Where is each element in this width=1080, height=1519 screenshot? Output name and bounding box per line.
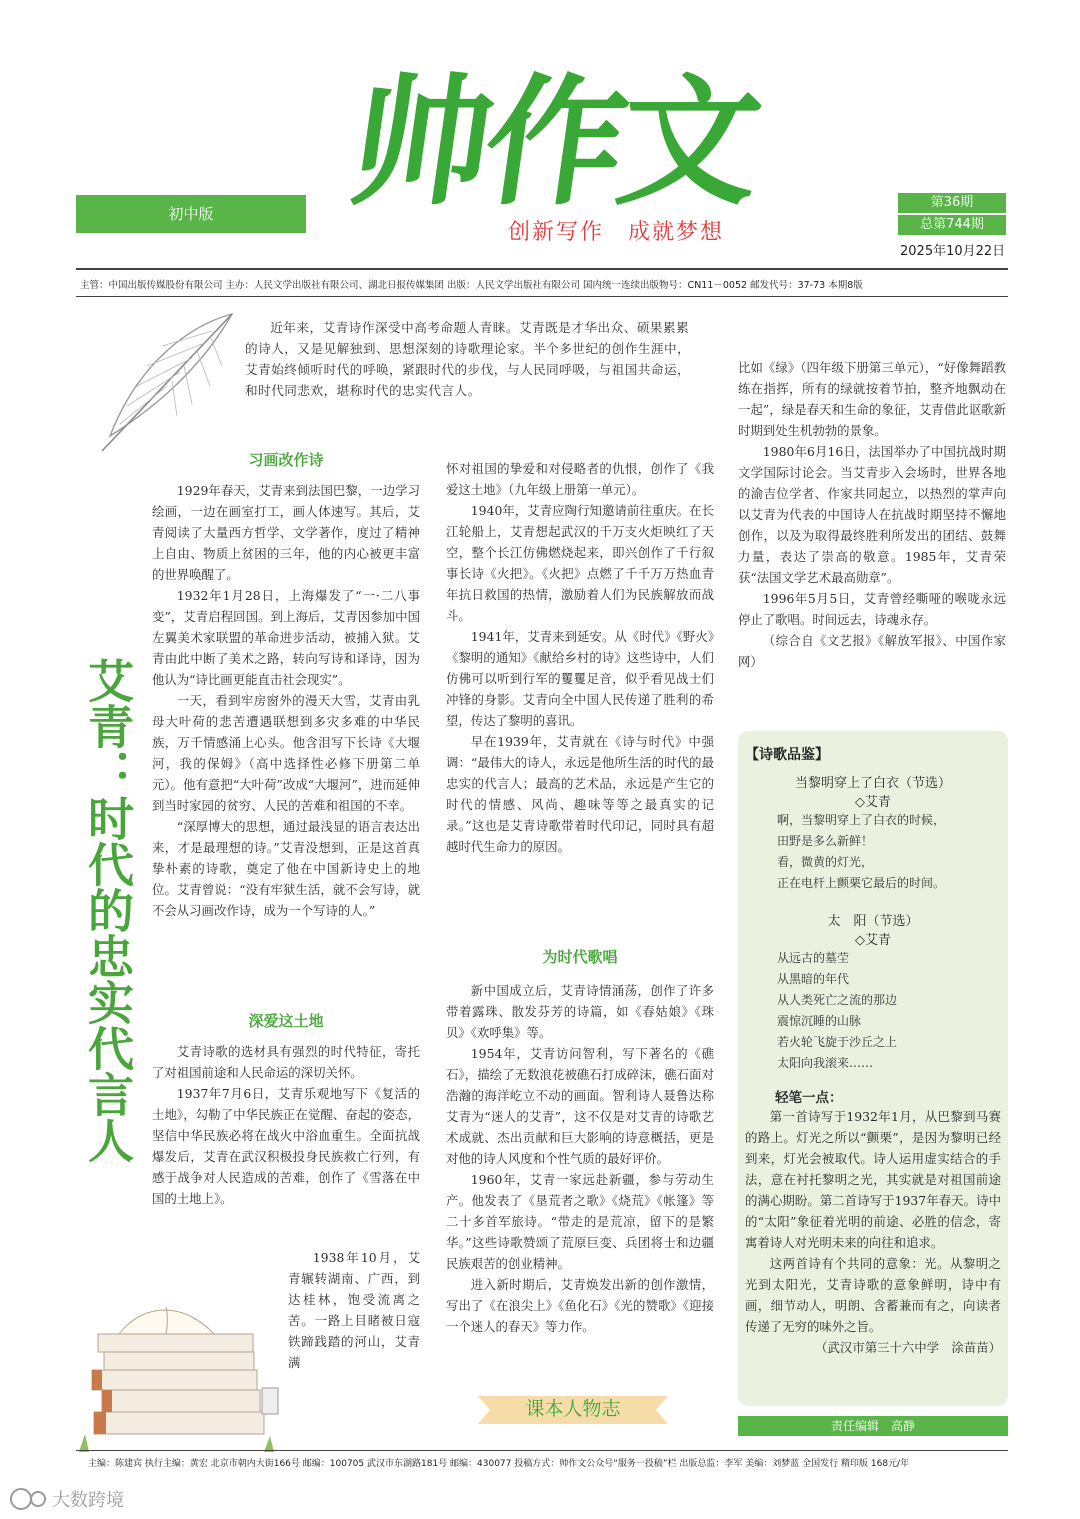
paragraph: 1980年6月16日，法国举办了中国抗战时期文学国际讨论会。当艾青步入会场时，世界各地的渝吉位学者、作家共同起立，以热烈的掌声向以艾青为代表的中国诗人在抗战时期坚持不懈地创作，以及为取得最终胜利所发出的团结、鼓舞力量，表达了崇高的敬意。1985年，艾青荣获“法国文学艺术最高勋章”。 <box>738 444 1006 585</box>
paragraph: 比如《绿》（四年级下册第三单元），“好像舞蹈教练在指挥，所有的绿就按着节拍，整齐地飘动在一起”，绿是春天和生命的象征，艾青借此讴歌新时期到处生机勃勃的景象。 <box>738 360 1006 438</box>
paragraph: 1941年，艾青来到延安。从《时代》《野火》《黎明的通知》《献给乡村的诗》这些诗中，人们仿佛可以听到行军的矍矍足音，似乎看见战士们冲锋的身影。艾青向全中国人民传递了胜利的希望，传达了黎明的喜讯。 <box>446 629 714 728</box>
issue-box <box>898 193 1006 237</box>
paragraph: 这两首诗有个共同的意象：光。从黎明之光到太阳光，艾青诗歌的意象鲜明，诗中有画，细节动人，明朗、含蓄兼而有之，向读者传递了无穷的味外之旨。 <box>745 1256 1001 1334</box>
paragraph: 1937年7月6日，艾青乐观地写下《复活的土地》，勾勒了中华民族正在觉醒、奋起的姿态，坚信中华民族必将在战火中浴血重生。全面抗战爆发后，艾青在武汉积极投身民族救亡行列，有感于战争对人民造成的苦难，创作了《雪落在中国的土地上》。 <box>152 1086 420 1206</box>
paragraph: 新中国成立后，艾青诗情涌荡，创作了许多带着露珠、散发芬芳的诗篇，如《春姑娘》《珠贝》《欢呼集》等。 <box>446 983 714 1040</box>
feather-illustration <box>92 306 242 456</box>
paragraph: 早在1939年，艾青就在《诗与时代》中强调：“最伟大的诗人，永远是他所生活的时代的最忠实的代言人；最高的艺术品，永远是产生它的时代的情感、风尚、趣味等等之最真实的记录。”这也是艾青诗歌带着时代印记，同时具有超越时代生命力的原因。 <box>446 734 714 854</box>
paragraph: 进入新时期后，艾青焕发出新的创作激情，写出了《在浪尖上》《鱼化石》《光的赞歌》《迎接一个迷人的春天》等力作。 <box>446 1277 714 1334</box>
paragraph: 1996年5月5日，艾青曾经嘶哑的喉咙永远停止了歌唱。时间远去，诗魂永存。 <box>738 591 1006 627</box>
column-2 <box>446 458 714 857</box>
poem-line: 太阳向我滚来…… <box>777 1056 874 1070</box>
poem-1-author: ◇艾青 <box>855 795 891 810</box>
section-title-1: 习画改作诗 <box>248 451 324 469</box>
watermark-text: 大数跨境 <box>52 1490 124 1511</box>
poem-2-author: ◇艾青 <box>855 933 891 948</box>
poem-line: 看，微黄的灯光， <box>777 855 874 869</box>
paragraph: 1954年，艾青访问智利，写下著名的《礁石》，描绘了无数浪花被礁石打成碎沫，礁石面对浩瀚的海洋屹立不动的画面。智利诗人聂鲁达称艾青为“迷人的艾青”，这不仅是对艾青的诗歌艺术成就、杰出贡献和巨大影响的诗意概括，更是对他的诗人风度和个性气质的最好评价。 <box>446 1046 714 1166</box>
poem-line: 从远古的墓茔 <box>777 951 850 965</box>
column-1 <box>152 451 420 921</box>
ribbon-text: 课本人物志 <box>525 1398 621 1420</box>
note-author: （武汉市第三十六中学 涂苗苗） <box>815 1340 1001 1355</box>
paragraph: 第一首诗写于1932年1月，从巴黎到马赛的路上。灯光之所以“颤栗”，是因为黎明已经到来，灯光会被取代。诗人运用虚实结合的手法，意在衬托黎明之光，其实就是对祖国前途的满心期盼。第二首诗写于1937年春天。诗中的“太阳”象征着光明的前途、必胜的信念，寄寓着诗人对光明未来的向往和追求。 <box>745 1109 1001 1250</box>
source-note: （综合自《文艺报》《解放军报》、中国作家网） <box>738 633 1006 669</box>
note-title: 轻笔一点： <box>775 1090 843 1106</box>
poem-line: 震惊沉睡的山脉 <box>777 1014 862 1028</box>
header-info: 主管：中国出版传媒股份有限公司 主办：人民文学出版社有限公司、湖北日报传媒集团 出版：人民文学出版社有限公司 国内统一连续出版物号：CN11－0052 邮发代号：37-73 本期8版 <box>80 280 863 291</box>
paragraph: 艾青诗歌的选材具有强烈的时代特征，寄托了对祖国前途和人民命运的深切关怀。 <box>152 1044 420 1080</box>
poem-line: 正在电杆上颤栗它最后的时间。 <box>777 876 946 890</box>
poetry-content <box>745 744 1001 1358</box>
watermark-logo-icon <box>8 1486 50 1512</box>
poem-line: 从黑暗的年代 <box>777 972 850 986</box>
note-body <box>745 1106 1001 1337</box>
paragraph: 1960年，艾青一家远赴新疆，参与劳动生产。他发表了《垦荒者之歌》《烧荒》《帐篷》等二十多首军旅诗。“带走的是荒凉，留下的是繁华。”这些诗歌赞颂了荒原巨变、兵团将士和边疆民族艰苦的创业精神。 <box>446 1172 714 1271</box>
vertical-title-text: 艾青：时代的忠实代言人 <box>81 657 135 1163</box>
poem-line: 田野是多么新鲜！ <box>777 834 874 848</box>
footer-rule <box>76 1450 1008 1451</box>
footer-info: 主编：陈建宾 执行主编：黄宏 北京市朝内大街166号 邮编：100705 武汉市东湖路181号 邮编：430077 投稿方式：帅作文公众号“服务一投稿”栏 出版总监：李军 美编：刘梦蓝 全国发行 精印版 168元/年 <box>88 1459 910 1469</box>
column-2-lower <box>446 948 714 1337</box>
paragraph: 怀对祖国的挚爱和对侵略者的仇恨，创作了《我爱这土地》（九年级上册第一单元）。 <box>446 461 714 497</box>
paragraph: 1938年10月，艾青辗转湖南、广西，到达桂林，饱受流离之苦。一路上目睹被日寇铁蹄践踏的河山，艾青满 <box>288 1250 420 1370</box>
books-illustration <box>74 1262 284 1457</box>
section-title-2: 深爱这土地 <box>248 1012 324 1030</box>
column-1-lower <box>152 1012 420 1209</box>
masthead-title: 帅作文 <box>340 61 766 225</box>
slogan: 创新写作 成就梦想 <box>508 220 725 245</box>
intro-paragraph: 近年来，艾青诗作深受中高考命题人青睐。艾青既是才华出众、硕果累累的诗人，又是见解独到、思想深刻的诗歌理论家。半个多世纪的创作生涯中，艾青始终倾听时代的呼唤，紧跟时代的步伐，与人民同呼吸，与祖国共命运，和时代同悲欢，堪称时代的忠实代言人。 <box>245 320 691 398</box>
paragraph: 1932年1月28日，上海爆发了“一·二八事变”，艾青启程回国。到上海后，艾青因参加中国左翼美术家联盟的革命进步活动，被捕入狱。艾青由此中断了美术之路，转向写诗和译诗，因为他认为“诗比画更能直击社会现实”。 <box>152 588 420 687</box>
total-issue-number: 总第744期 <box>898 215 1006 235</box>
poem-2-title: 太 阳（节选） <box>827 914 919 929</box>
paragraph: “深厚博大的思想，通过最浅显的语言表达出来，才是最理想的诗。”艾青没想到，正是这首真挚朴素的诗歌，奠定了他在中国新诗史上的地位。艾青曾说：“没有牢狱生活，就不会写诗，就不会从习画改作诗，成为一个写诗的人。” <box>152 819 420 918</box>
poem-1-title: 当黎明穿上了白衣（节选） <box>794 776 951 791</box>
issue-number: 第36期 <box>898 193 1006 213</box>
responsible-editor: 责任编辑 高静 <box>738 1416 1008 1436</box>
edition-badge: 初中版 <box>76 195 306 233</box>
section-title-3: 为时代歌唱 <box>542 948 618 966</box>
poem-line: 啊，当黎明穿上了白衣的时候， <box>777 813 946 827</box>
header-rule-bottom <box>76 296 1008 297</box>
header-rule <box>76 268 1008 270</box>
paragraph: 一天，看到牢房窗外的漫天大雪，艾青由乳母大叶荷的悲苦遭遇联想到多灾多难的中华民族，万千情感涌上心头。他含泪写下长诗《大堰河，我的保姆》（高中选择性必修下册第二单元）。他有意把“大叶荷”改成“大堰河”，进而延伸到当时家园的贫穷、人民的苦难和祖国的不幸。 <box>152 693 420 813</box>
article-vertical-title <box>68 585 148 1235</box>
poem-line: 从人类死亡之流的那边 <box>777 993 898 1007</box>
poem-line: 若火轮飞旋于沙丘之上 <box>777 1035 898 1049</box>
paragraph: 1929年春天，艾青来到法国巴黎，一边学习绘画，一边在画室打工，画人体速写。其后，艾青阅读了大量西方哲学、文学著作，度过了精神上自由、物质上贫困的三年，他的内心被更丰富的世界唤醒了。 <box>152 483 420 582</box>
column-1-wrap <box>288 1247 420 1373</box>
column-3 <box>738 357 1006 672</box>
poetry-header: 【诗歌品鉴】 <box>745 747 829 763</box>
issue-date: 2025年10月22日 <box>900 244 1006 259</box>
paragraph: 1940年，艾青应陶行知邀请前往重庆。在长江轮船上，艾青想起武汉的千万支火炬映红了天空，整个长江仿佛燃烧起来，即兴创作了千行叙事长诗《火把》。《火把》点燃了千千万万热血青年抗日救国的热情，激励着人们为民族解放而战斗。 <box>446 503 714 623</box>
